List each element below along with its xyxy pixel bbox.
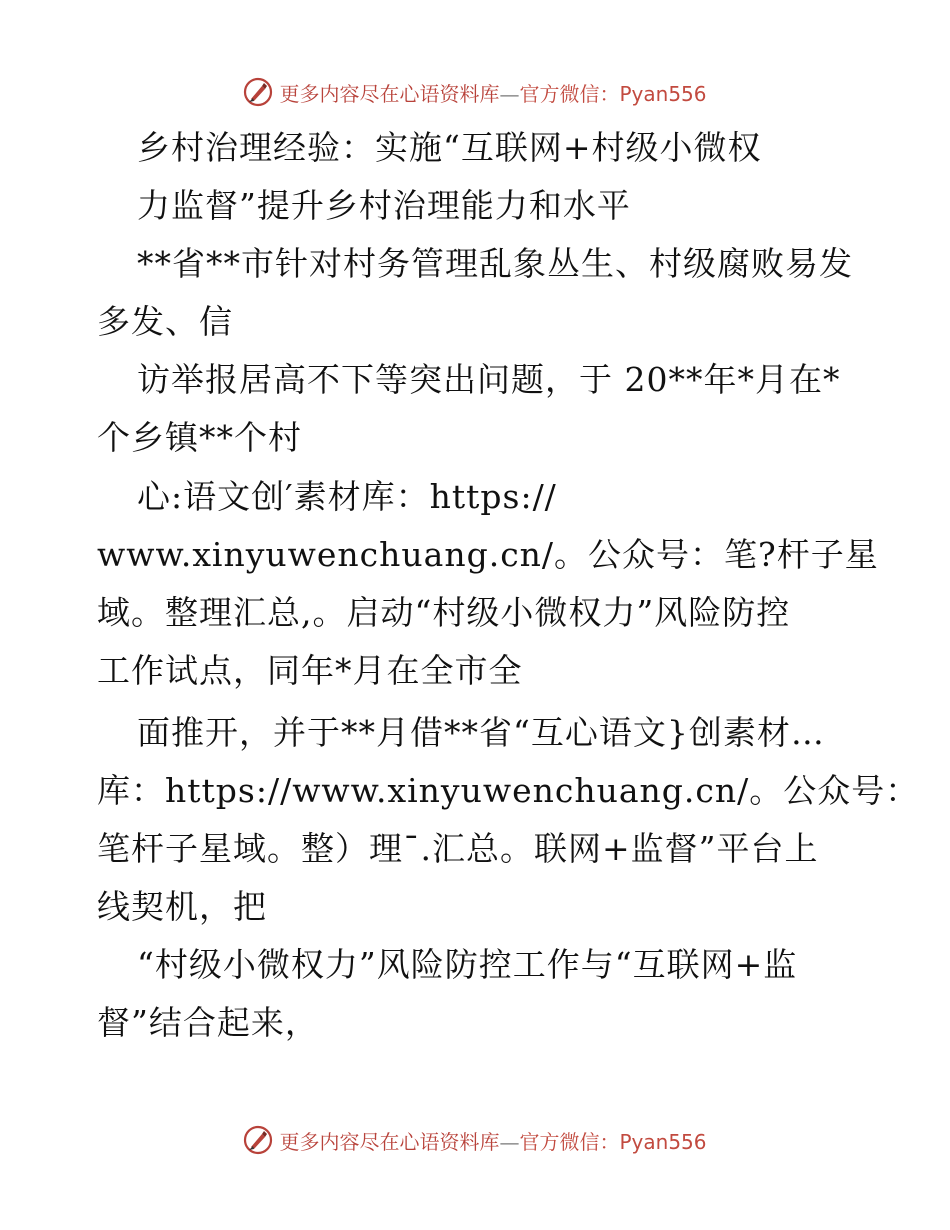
header-banner-wechat-label: 官方微信：	[519, 81, 620, 106]
body-line-5: 访举报居高不下等突出问题，于 20**年*月在*	[137, 360, 841, 399]
footer-banner-wechat-label: 官方微信：	[519, 1129, 620, 1154]
footer-watermark-banner	[0, 1118, 950, 1162]
body-line-8: www.xinyuwenchuang.cn/。公众号：笔?杆子星	[97, 535, 879, 574]
body-line-16: 督”结合起来，	[97, 1003, 319, 1042]
body-line-10: 工作试点，同年*月在全市全	[97, 651, 523, 690]
body-line-11: 面推开，并于**月借**省“互心语文}创素材…	[137, 713, 825, 752]
body-line-9: 域。整理汇总,。启动“村级小微权力”风险防控	[97, 593, 791, 632]
header-banner-text	[279, 78, 706, 107]
footer-banner-text	[279, 1126, 706, 1155]
footer-banner-main: 更多内容尽在心语资料库	[279, 1129, 500, 1154]
body-line-12: 库：https://www.xinyuwenchuang.cn/。公众号：	[97, 771, 920, 810]
body-line-6: 个乡镇**个村	[97, 418, 302, 457]
footer-banner-separator: —	[499, 1129, 520, 1154]
body-line-13: 笔杆子星域。整）理¯.汇总。联网+监督”平台上	[97, 829, 819, 868]
header-banner-separator: —	[499, 81, 520, 106]
pen-logo-icon	[243, 77, 273, 107]
footer-banner-wechat-id: Pyan556	[619, 1129, 707, 1154]
body-line-15: “村级小微权力”风险防控工作与“互联网+监	[137, 945, 798, 984]
header-watermark-banner	[0, 70, 950, 114]
header-banner-wechat-id: Pyan556	[619, 81, 707, 106]
body-line-14: 线契机，把	[97, 887, 267, 926]
body-line-3: **省**市针对村务管理乱象丛生、村级腐败易发	[137, 244, 853, 283]
body-line-4: 多发、信	[97, 302, 233, 341]
body-line-1: 乡村治理经验：实施“互联网+村级小微权	[137, 128, 762, 167]
body-line-2: 力监督”提升乡村治理能力和水平	[137, 186, 631, 225]
pen-logo-icon	[243, 1125, 273, 1155]
body-line-7: 心:语文创′素材库：https://	[137, 477, 557, 516]
header-banner-main: 更多内容尽在心语资料库	[279, 81, 500, 106]
